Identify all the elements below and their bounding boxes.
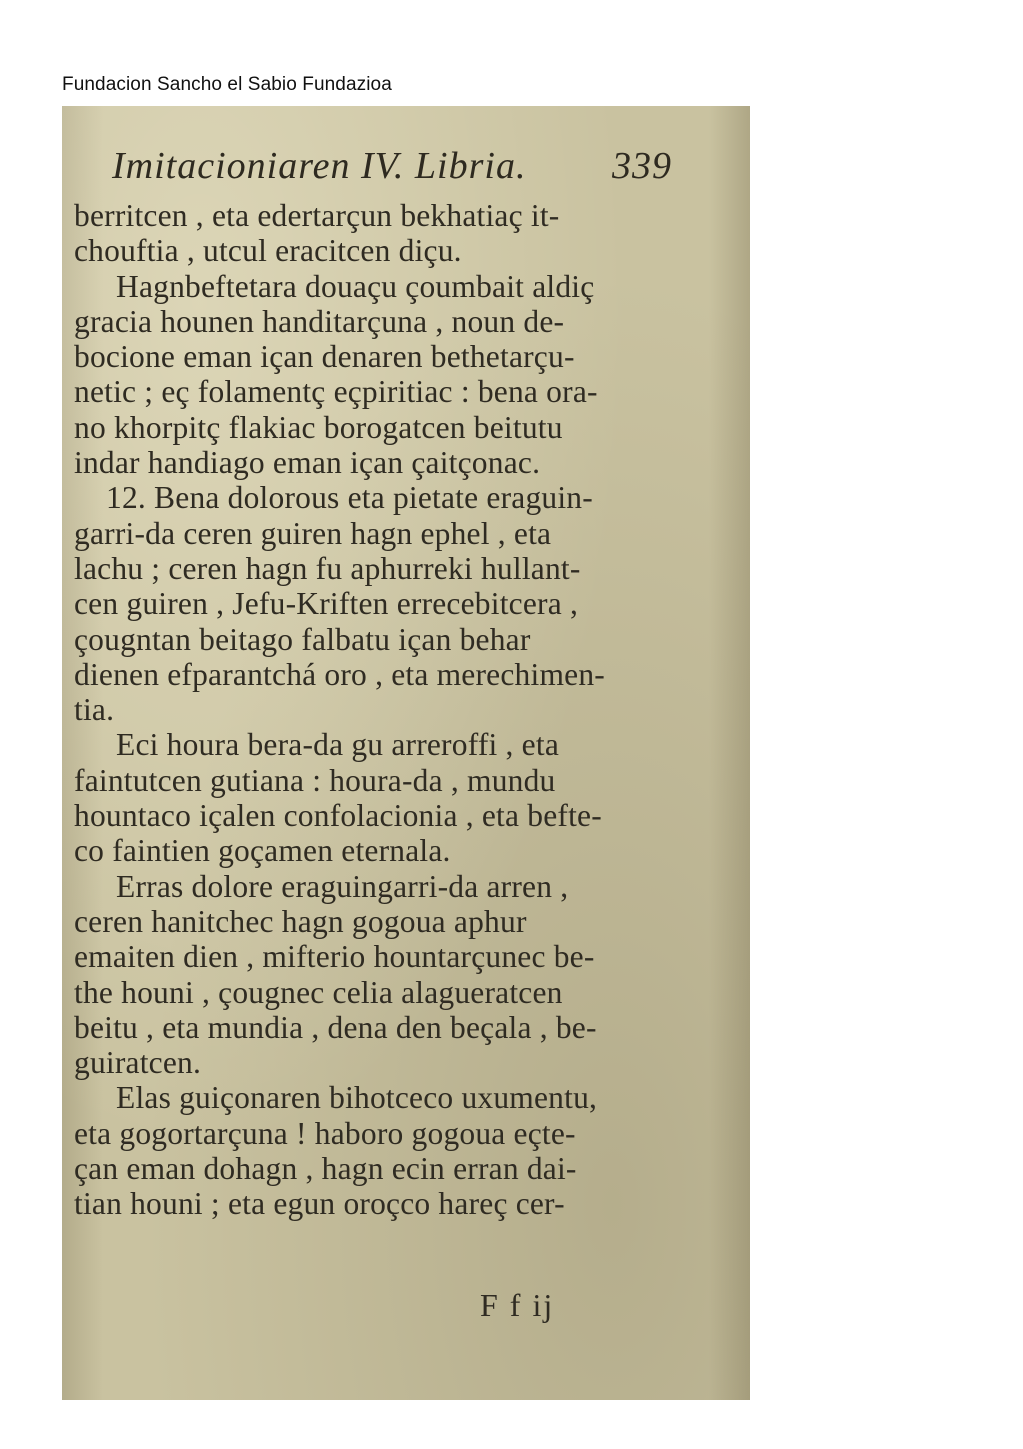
body-text xyxy=(74,198,664,1222)
text-line: guiratcen. xyxy=(74,1045,202,1081)
text-line: emaiten dien , mifterio hountarçunec be- xyxy=(74,939,595,975)
text-line: çougntan beitago falbatu içan behar xyxy=(74,621,531,657)
text-line: eta gogortarçuna ! haboro gogoua eçte- xyxy=(74,1115,576,1151)
running-title: Imitacioniaren IV. Libria. xyxy=(112,145,527,187)
text-line: tian houni ; eta egun oroçco hareç cer- xyxy=(74,1186,565,1222)
text-line: beitu , eta mundia , dena den beçala , be- xyxy=(74,1009,597,1045)
text-line: tia. xyxy=(74,692,115,728)
text-line: Elas guiçonaren bihotceco uxumentu, xyxy=(116,1080,598,1116)
text-line: 12. Bena dolorous eta pietate eraguin- xyxy=(106,480,593,516)
text-line: Eci houra bera-da gu arreroffi , eta xyxy=(116,727,560,763)
text-line: faintutcen gutiana : houra-da , mundu xyxy=(74,762,556,798)
archive-credit: Fundacion Sancho el Sabio Fundazioa xyxy=(62,74,392,95)
text-line: no khorpitç flakiac borogatcen beitutu xyxy=(74,409,563,445)
text-line: cen guiren , Jefu-Kriften errecebitcera , xyxy=(74,586,579,622)
page-number: 339 xyxy=(612,145,672,187)
running-head xyxy=(112,144,672,188)
text-line: Erras dolore eraguingarri-da arren , xyxy=(116,868,569,904)
scanned-book-page xyxy=(62,106,750,1400)
text-line: gracia hounen handitarçuna , noun de- xyxy=(74,303,565,339)
text-line: Hagnbeftetara douaçu çoumbait aldiç xyxy=(116,268,595,304)
text-line: indar handiago eman içan çaitçonac. xyxy=(74,445,541,481)
text-line: netic ; eç folamentç eçpiritiac : bena ora- xyxy=(74,374,598,410)
text-line: ceren hanitchec hagn gogoua aphur xyxy=(74,903,527,939)
text-line: lachu ; ceren hagn fu aphurreki hullant- xyxy=(74,550,581,586)
text-line: bocione eman içan denaren bethetarçu- xyxy=(74,339,575,375)
text-line: hountaco içalen confolacionia , eta befte- xyxy=(74,798,602,834)
signature-mark: F f ij xyxy=(480,1287,555,1323)
text-line: co faintien goçamen eternala. xyxy=(74,833,451,869)
text-line: dienen efparantchá oro , eta merechimen- xyxy=(74,656,605,692)
text-line: berritcen , eta edertarçun bekhatiaç it- xyxy=(74,198,560,233)
text-line: çan eman dohagn , hagn ecin erran dai- xyxy=(74,1151,577,1187)
text-line: chouftia , utcul eracitcen diçu. xyxy=(74,233,462,269)
text-line: the houni , çougnec celia alagueratcen xyxy=(74,974,563,1010)
text-line: garri-da ceren guiren hagn ephel , eta xyxy=(74,515,552,551)
